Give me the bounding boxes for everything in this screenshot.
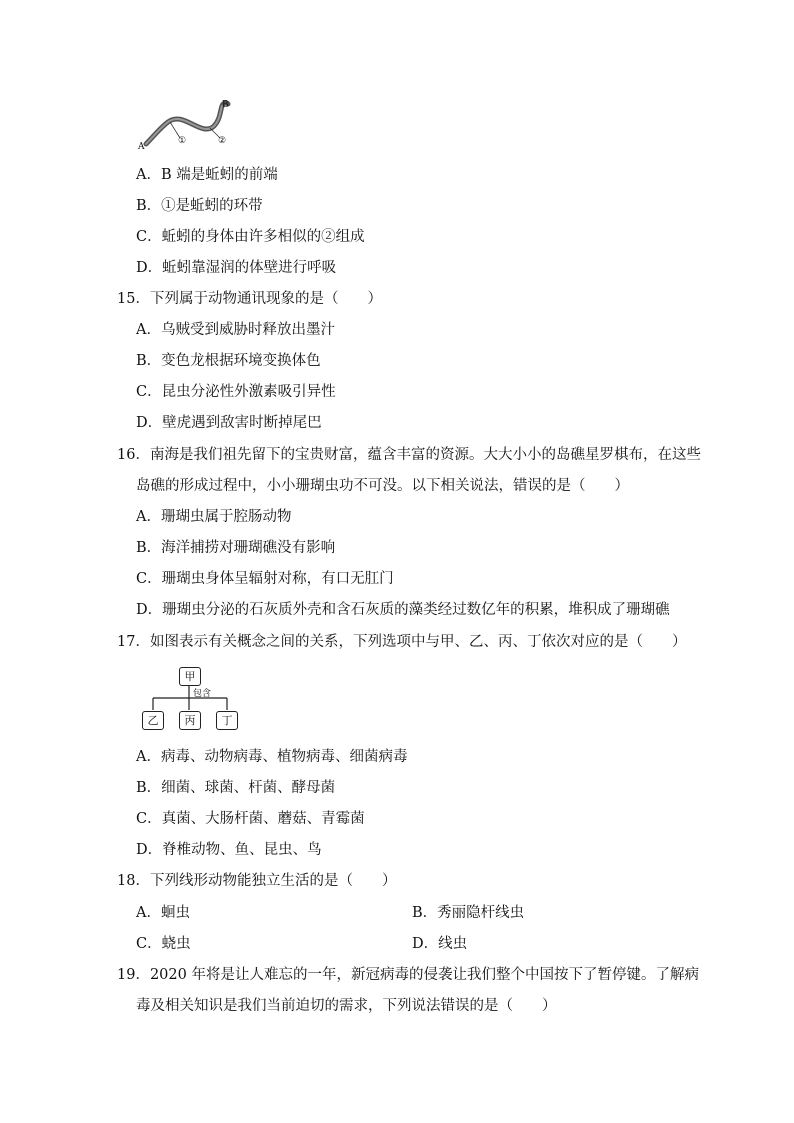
earthworm-illustration bbox=[136, 98, 246, 156]
diagram-node-ding: 丁 bbox=[216, 711, 238, 730]
q15-option-c: C．昆虫分泌性外激素吸引异性 bbox=[136, 384, 336, 400]
q14-option-c: C．蚯蚓的身体由许多相似的②组成 bbox=[136, 229, 365, 245]
q16-option-a: A．珊瑚虫属于腔肠动物 bbox=[136, 509, 292, 525]
q18-option-a: A．蛔虫 bbox=[136, 905, 190, 921]
q14-option-b: B．①是蚯蚓的环带 bbox=[136, 198, 263, 214]
earthworm-figure bbox=[136, 98, 246, 156]
mark-1: ① bbox=[178, 136, 187, 146]
q19-stem-line2: 毒及相关知识是我们当前迫切的需求，下列说法错误的是（ ） bbox=[136, 998, 557, 1014]
q16-option-b: B．海洋捕捞对珊瑚礁没有影响 bbox=[136, 540, 336, 556]
diagram-relation-label: 包含 bbox=[193, 689, 212, 699]
diagram-node-yi: 乙 bbox=[142, 711, 164, 730]
q14-option-a: A．B 端是蚯蚓的前端 bbox=[136, 167, 278, 183]
q15-stem: 15．下列属于动物通讯现象的是（ ） bbox=[117, 291, 382, 307]
q18-stem: 18．下列线形动物能独立生活的是（ ） bbox=[117, 873, 397, 889]
q18-option-b: B．秀丽隐杆线虫 bbox=[412, 905, 525, 921]
diagram-node-bing: 丙 bbox=[179, 711, 201, 730]
q17-option-b: B．细菌、球菌、杆菌、酵母菌 bbox=[136, 780, 336, 796]
q17-stem: 17．如图表示有关概念之间的关系，下列选项中与甲、乙、丙、丁依次对应的是（ ） bbox=[117, 634, 687, 650]
q15-option-d: D．壁虎遇到敌害时断掉尾巴 bbox=[136, 415, 322, 431]
q16-option-d: D．珊瑚虫分泌的石灰质外壳和含石灰质的藻类经过数亿年的积累，堆积成了珊瑚礁 bbox=[136, 602, 670, 618]
q17-option-d: D．脊椎动物、鱼、昆虫、鸟 bbox=[136, 842, 322, 858]
q18-option-d: D．线虫 bbox=[412, 936, 468, 952]
q18-option-c: C．蛲虫 bbox=[136, 936, 191, 952]
q16-option-c: C．珊瑚虫身体呈辐射对称，有口无肛门 bbox=[136, 571, 394, 587]
diagram-node-jia: 甲 bbox=[179, 667, 201, 686]
mark-2: ② bbox=[218, 136, 227, 146]
q17-option-c: C．真菌、大肠杆菌、蘑菇、青霉菌 bbox=[136, 811, 365, 827]
q15-option-b: B．变色龙根据环境变换体色 bbox=[136, 353, 321, 369]
label-b: B bbox=[222, 100, 229, 110]
q17-option-a: A．病毒、动物病毒、植物病毒、细菌病毒 bbox=[136, 749, 408, 765]
q16-stem-line2: 岛礁的形成过程中，小小珊瑚虫功不可没。以下相关说法，错误的是（ ） bbox=[136, 478, 629, 494]
q19-stem-line1: 19．2020 年将是让人难忘的一年，新冠病毒的侵袭让我们整个中国按下了暂停键。了解病 bbox=[117, 967, 699, 983]
q14-option-d: D．蚯蚓靠湿润的体壁进行呼吸 bbox=[136, 260, 337, 276]
q16-stem-line1: 16．南海是我们祖先留下的宝贵财富，蕴含丰富的资源。大大小小的岛礁星罗棋布，在这些 bbox=[117, 447, 701, 463]
label-a: A bbox=[138, 142, 145, 152]
concept-diagram bbox=[138, 664, 248, 734]
q15-option-a: A．乌贼受到威胁时释放出墨汁 bbox=[136, 322, 335, 338]
